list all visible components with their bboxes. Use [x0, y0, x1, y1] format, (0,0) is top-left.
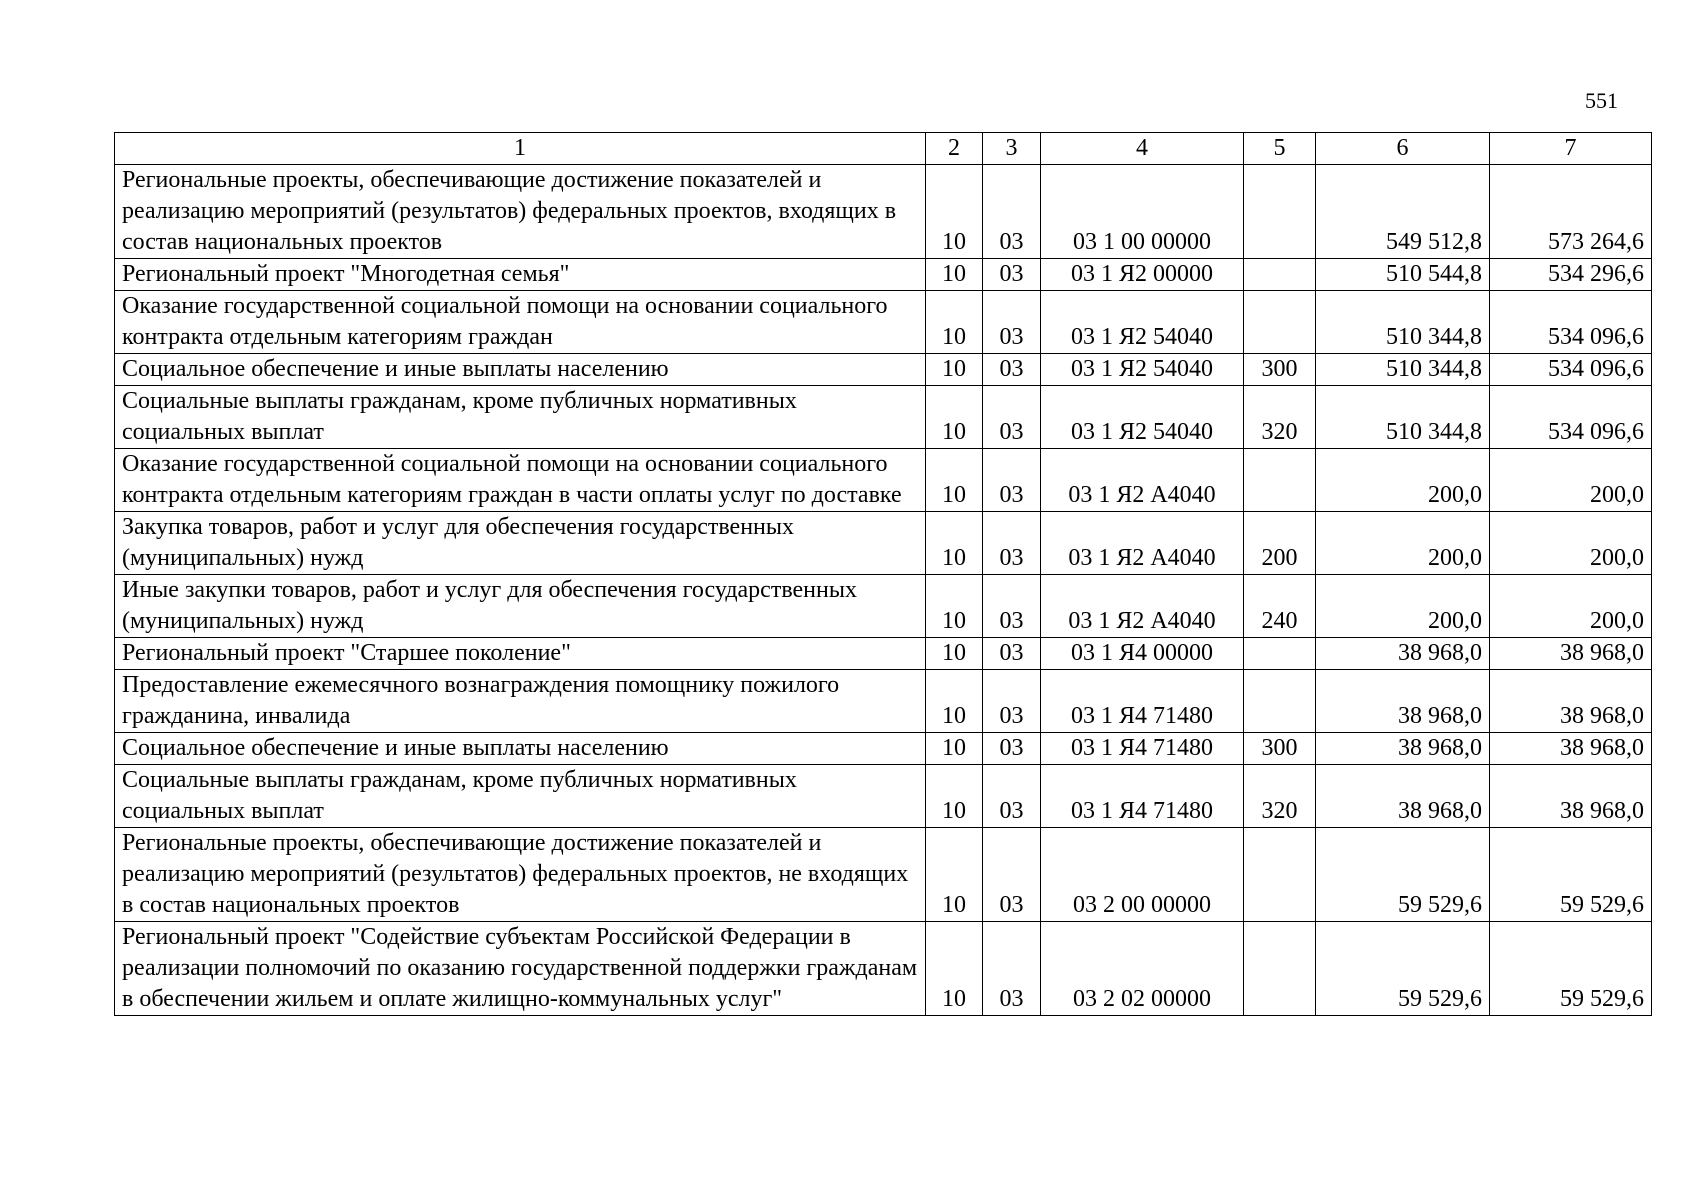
cell-target-article: 03 2 00 00000 [1041, 828, 1244, 922]
cell-amount-1: 510 344,8 [1316, 386, 1490, 449]
column-header-5: 5 [1244, 133, 1316, 165]
cell-name: Закупка товаров, работ и услуг для обеспечения государственных (муниципальных) нужд [115, 512, 926, 575]
cell-expense-type [1244, 165, 1316, 259]
cell-subsection: 03 [983, 765, 1041, 828]
cell-section: 10 [926, 638, 983, 670]
cell-amount-2: 573 264,6 [1490, 165, 1652, 259]
cell-subsection: 03 [983, 165, 1041, 259]
cell-amount-2: 38 968,0 [1490, 670, 1652, 733]
column-header-2: 2 [926, 133, 983, 165]
cell-name: Региональные проекты, обеспечивающие достижение показателей и реализацию мероприятий (результатов) федеральных проектов, входящих в состав национальных проектов [115, 165, 926, 259]
cell-name: Иные закупки товаров, работ и услуг для обеспечения государственных (муниципальных) нужд [115, 575, 926, 638]
cell-subsection: 03 [983, 575, 1041, 638]
cell-subsection: 03 [983, 259, 1041, 291]
cell-amount-2: 59 529,6 [1490, 828, 1652, 922]
cell-target-article: 03 1 Я2 А4040 [1041, 512, 1244, 575]
cell-amount-2: 38 968,0 [1490, 733, 1652, 765]
cell-amount-2: 200,0 [1490, 512, 1652, 575]
table-row [115, 259, 1652, 291]
cell-amount-1: 549 512,8 [1316, 165, 1490, 259]
cell-name: Оказание государственной социальной помощи на основании социального контракта отдельным категориям граждан в части оплаты услуг по доставке [115, 449, 926, 512]
table-row [115, 670, 1652, 733]
cell-target-article: 03 1 Я2 00000 [1041, 259, 1244, 291]
cell-subsection: 03 [983, 291, 1041, 354]
cell-section: 10 [926, 259, 983, 291]
cell-amount-2: 534 296,6 [1490, 259, 1652, 291]
cell-target-article: 03 1 Я2 А4040 [1041, 575, 1244, 638]
cell-expense-type [1244, 449, 1316, 512]
column-header-7: 7 [1490, 133, 1652, 165]
cell-target-article: 03 1 Я2 А4040 [1041, 449, 1244, 512]
column-header-6: 6 [1316, 133, 1490, 165]
cell-amount-2: 38 968,0 [1490, 765, 1652, 828]
table-row [115, 449, 1652, 512]
cell-amount-2: 534 096,6 [1490, 291, 1652, 354]
cell-subsection: 03 [983, 512, 1041, 575]
header-row [115, 133, 1652, 165]
cell-expense-type: 200 [1244, 512, 1316, 575]
cell-subsection: 03 [983, 828, 1041, 922]
column-header-4: 4 [1041, 133, 1244, 165]
cell-amount-1: 510 344,8 [1316, 291, 1490, 354]
column-header-3: 3 [983, 133, 1041, 165]
cell-expense-type: 300 [1244, 733, 1316, 765]
cell-target-article: 03 1 Я4 71480 [1041, 733, 1244, 765]
cell-subsection: 03 [983, 638, 1041, 670]
cell-expense-type [1244, 259, 1316, 291]
cell-name: Региональный проект "Содействие субъектам Российской Федерации в реализации полномочий по оказанию государственной поддержки гражданам в обеспечении жильем и оплате жилищно-коммунальных услуг" [115, 922, 926, 1016]
cell-amount-1: 200,0 [1316, 449, 1490, 512]
cell-name: Социальное обеспечение и иные выплаты населению [115, 354, 926, 386]
table-row [115, 733, 1652, 765]
cell-expense-type: 320 [1244, 386, 1316, 449]
cell-expense-type [1244, 670, 1316, 733]
cell-target-article: 03 1 Я4 71480 [1041, 670, 1244, 733]
cell-subsection: 03 [983, 354, 1041, 386]
cell-expense-type [1244, 922, 1316, 1016]
cell-section: 10 [926, 765, 983, 828]
cell-amount-2: 534 096,6 [1490, 386, 1652, 449]
cell-name: Региональные проекты, обеспечивающие достижение показателей и реализацию мероприятий (результатов) федеральных проектов, не входящих в состав национальных проектов [115, 828, 926, 922]
cell-section: 10 [926, 512, 983, 575]
cell-amount-1: 510 344,8 [1316, 354, 1490, 386]
table-body [115, 165, 1652, 1016]
cell-amount-1: 38 968,0 [1316, 670, 1490, 733]
cell-target-article: 03 1 00 00000 [1041, 165, 1244, 259]
cell-target-article: 03 2 02 00000 [1041, 922, 1244, 1016]
cell-section: 10 [926, 733, 983, 765]
cell-name: Социальные выплаты гражданам, кроме публичных нормативных социальных выплат [115, 386, 926, 449]
cell-amount-1: 59 529,6 [1316, 828, 1490, 922]
cell-target-article: 03 1 Я2 54040 [1041, 354, 1244, 386]
table-row [115, 765, 1652, 828]
cell-amount-2: 200,0 [1490, 575, 1652, 638]
table-row [115, 575, 1652, 638]
table-row [115, 165, 1652, 259]
cell-target-article: 03 1 Я4 71480 [1041, 765, 1244, 828]
cell-section: 10 [926, 386, 983, 449]
cell-amount-1: 200,0 [1316, 512, 1490, 575]
cell-subsection: 03 [983, 386, 1041, 449]
cell-target-article: 03 1 Я4 00000 [1041, 638, 1244, 670]
cell-amount-1: 200,0 [1316, 575, 1490, 638]
cell-expense-type: 300 [1244, 354, 1316, 386]
cell-section: 10 [926, 828, 983, 922]
cell-amount-1: 38 968,0 [1316, 733, 1490, 765]
cell-expense-type: 320 [1244, 765, 1316, 828]
cell-name: Оказание государственной социальной помощи на основании социального контракта отдельным категориям граждан [115, 291, 926, 354]
cell-expense-type [1244, 828, 1316, 922]
cell-subsection: 03 [983, 733, 1041, 765]
table-row [115, 922, 1652, 1016]
cell-amount-2: 200,0 [1490, 449, 1652, 512]
cell-subsection: 03 [983, 449, 1041, 512]
table-row [115, 291, 1652, 354]
page-number: 551 [1585, 88, 1618, 113]
cell-amount-2: 534 096,6 [1490, 354, 1652, 386]
table-row [115, 354, 1652, 386]
cell-section: 10 [926, 354, 983, 386]
cell-amount-1: 59 529,6 [1316, 922, 1490, 1016]
cell-amount-2: 38 968,0 [1490, 638, 1652, 670]
cell-name: Региональный проект "Старшее поколение" [115, 638, 926, 670]
cell-section: 10 [926, 575, 983, 638]
table-row [115, 386, 1652, 449]
cell-section: 10 [926, 165, 983, 259]
cell-expense-type [1244, 638, 1316, 670]
cell-expense-type: 240 [1244, 575, 1316, 638]
cell-amount-2: 59 529,6 [1490, 922, 1652, 1016]
cell-name: Предоставление ежемесячного вознаграждения помощнику пожилого гражданина, инвалида [115, 670, 926, 733]
budget-table [114, 132, 1652, 1016]
cell-target-article: 03 1 Я2 54040 [1041, 386, 1244, 449]
cell-name: Региональный проект "Многодетная семья" [115, 259, 926, 291]
table-row [115, 828, 1652, 922]
cell-name: Социальное обеспечение и иные выплаты населению [115, 733, 926, 765]
table-row [115, 512, 1652, 575]
column-header-1: 1 [115, 133, 926, 165]
cell-amount-1: 510 544,8 [1316, 259, 1490, 291]
cell-section: 10 [926, 291, 983, 354]
cell-subsection: 03 [983, 670, 1041, 733]
cell-expense-type [1244, 291, 1316, 354]
cell-subsection: 03 [983, 922, 1041, 1016]
cell-target-article: 03 1 Я2 54040 [1041, 291, 1244, 354]
cell-section: 10 [926, 670, 983, 733]
cell-name: Социальные выплаты гражданам, кроме публичных нормативных социальных выплат [115, 765, 926, 828]
cell-amount-1: 38 968,0 [1316, 638, 1490, 670]
cell-section: 10 [926, 449, 983, 512]
cell-amount-1: 38 968,0 [1316, 765, 1490, 828]
table-row [115, 638, 1652, 670]
cell-section: 10 [926, 922, 983, 1016]
